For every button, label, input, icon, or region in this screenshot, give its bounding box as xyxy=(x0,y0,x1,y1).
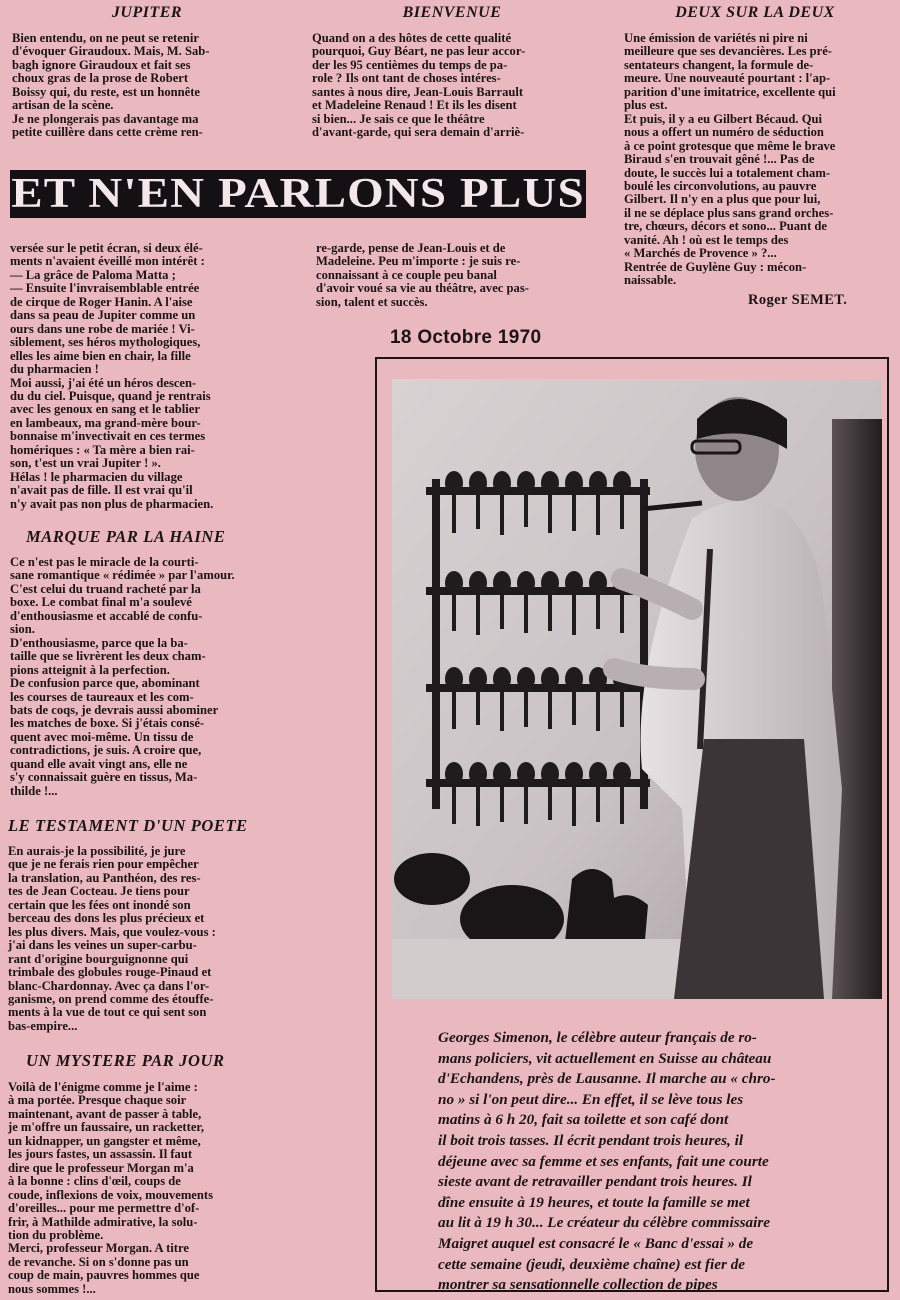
deux-sur-la-deux-text: Une émission de variétés ni pire ni meilleure que ses devancières. Les pré- sentateurs changent, la formule de- meure. Une nouveauté pourtant : l'ap- parition d'une imitatrice, excellente qui plus est. Et puis, il y a eu Gilbert Bécaud. Qui nous a offert un numéro de séduction à ce point grotesque que même le brave Biraud s'en trouvait gêné !... Pas de doute, le succès lui a totalement cham- boulé les circonvolutions, au pauvre Gilbert. Il n'y en a plus que pour lui, il ne se déplace plus sans grand orches- tre, chœurs, décors et sono... Puant de vanité. Ah ! où est le temps des « Marchés de Provence » ?... Rentrée de Guylène Guy : mécon- naissable. xyxy=(624,31,836,288)
section-heading-testament: LE TESTAMENT D'UN POETE xyxy=(8,816,248,835)
banner-title: ET N'EN PARLONS PLUS xyxy=(11,171,585,217)
bienvenue-heading: BIENVENUE xyxy=(402,4,502,21)
section-text-marque: Ce n'est pas le miracle de la courti- sane romantique « rédimée » par l'amour. C'est celui du truand racheté par la boxe. Le combat final m'a soulevé d'enthousiasme et accablé de confu- sion. D'enthousiasme, parce que la ba- taille que se livrèrent les deux cham- pions atteignit à la perfection. De confusion parce que, abominant les courses de taureaux et les com- bats de coqs, je devrais aussi abominer les matches de boxe. Si j'étais consé- quent avec moi-même. Un tissu de contradictions, je suis. A croire que, quand elle avait vingt ans, elle ne s'y connaissait guère en tissus, Ma- thilde !... xyxy=(10,555,235,798)
jupiter-heading: JUPITER xyxy=(111,4,183,21)
photo-caption: Georges Simenon, le célèbre auteur français de ro- mans policiers, vit actuellement en Suisse au château d'Echandens, près de Lausanne. Il marche au « chro- no » si l'on peut dire... En effet, il se lève tous les matins à 6 h 20, fait sa toilette et son café dont il boit trois tasses. Il écrit pendant trois heures, il déjeune avec sa femme et ses enfants, fait une courte sieste avant de retravailler pendant trois heures. Il dîne ensuite à 19 heures, et toute la famille se met au lit à 19 h 30... Le créateur du célèbre commissaire Maigret auquel est consacré le « Banc d'essai » de cette semaine (jeudi, deuxième chaîne) est fier de montrer sa sensationnelle collection de pipes xyxy=(438,1029,776,1294)
banner xyxy=(10,170,586,218)
bienvenue-continued-text: re-garde, pense de Jean-Louis et de Madeleine. Peu m'importe : je suis re- connaissant à ce couple peu banal d'avoir voué sa vie au théâtre, avec pas- sion, talent et succès. xyxy=(316,241,529,309)
section-heading-marque: MARQUE PAR LA HAINE xyxy=(26,527,226,546)
deux-sur-la-deux-heading: DEUX SUR LA DEUX xyxy=(675,4,835,21)
date-label: 18 Octobre 1970 xyxy=(390,327,542,348)
jupiter-continued-text: versée sur le petit écran, si deux élé- ments n'avaient éveillé mon intérêt : — La grâce de Paloma Matta ; — Ensuite l'invraisemblable entrée de cirque de Roger Hanin. A l'aise dans sa peau de Jupiter comme un ours dans une robe de mariée ! Vi- siblement, ses héros mythologiques, elles les aime bien en chair, la fille du pharmacien ! Moi aussi, j'ai été un héros descen- du du ciel. Puisque, quand je rentrais avec les genoux en sang et le tablier en lambeaux, ma grand-mère bour- bonnaise m'invectivait en ces termes homériques : « Ta mère a bien rai- son, t'est un vrai Jupiter ! ». Hélas ! le pharmacien du village n'avait pas de fille. Il est vrai qu'il n'y avait pas non plus de pharmacien. xyxy=(10,241,214,511)
section-text-testament: En aurais-je la possibilité, je jure que je ne ferais rien pour empêcher la translation, au Panthéon, des res- tes de Jean Cocteau. Je tiens pour certain que les fées ont inondé son berceau des dons les plus précieux et les plus divers. Mais, que voulez-vous : j'ai dans les veines un super-carbu- rant d'origine bourguignonne qui trimbale des globules rouge-Pinaud et blanc-Chardonnay. Avec ça dans l'or- ganisme, on prend comme des étouffe- ments à la vue de tout ce qui sent son bas-empire... xyxy=(8,844,216,1033)
photo-simenon-with-pipe-collection xyxy=(392,379,882,999)
section-text-mystere: Voilà de l'énigme comme je l'aime : à ma portée. Presque chaque soir maintenant, avant de passer à table, je m'offre un faussaire, un racketter, un kidnapper, un gangster et même, les jours fastes, un assassin. Il faut dire que le professeur Morgan m'a à la bonne : clins d'œil, coups de coude, inflexions de voix, mouvements d'oreilles... pour me permettre d'of- frir, à Mathilde admirative, la solu- tion du problème. Merci, professeur Morgan. A titre de revanche. Si on s'donne pas un coup de main, pauvres hommes que nous sommes !... xyxy=(8,1080,213,1296)
section-heading-mystere: UN MYSTERE PAR JOUR xyxy=(26,1051,225,1070)
author-signature: Roger SEMET. xyxy=(748,292,848,308)
jupiter-intro-text: Bien entendu, on ne peut se retenir d'évoquer Giraudoux. Mais, M. Sab- bagh ignore Giraudoux et fait ses choux gras de la prose de Robert Boissy qui, du reste, est un honnête artisan de la scène. Je ne plongerais pas davantage ma petite cuillère dans cette crème ren- xyxy=(12,31,210,140)
bienvenue-intro-text: Quand on a des hôtes de cette qualité pourquoi, Guy Béart, ne pas leur accor- der les 95 centièmes du temps de pa- role ? Ils ont tant de choses intéres- santes à nous dire, Jean-Louis Barrault et Madeleine Renaud ! Et ils les disent si bien... Je sais ce que le théâtre d'avant-garde, qui sera demain d'arriè- xyxy=(312,31,526,140)
